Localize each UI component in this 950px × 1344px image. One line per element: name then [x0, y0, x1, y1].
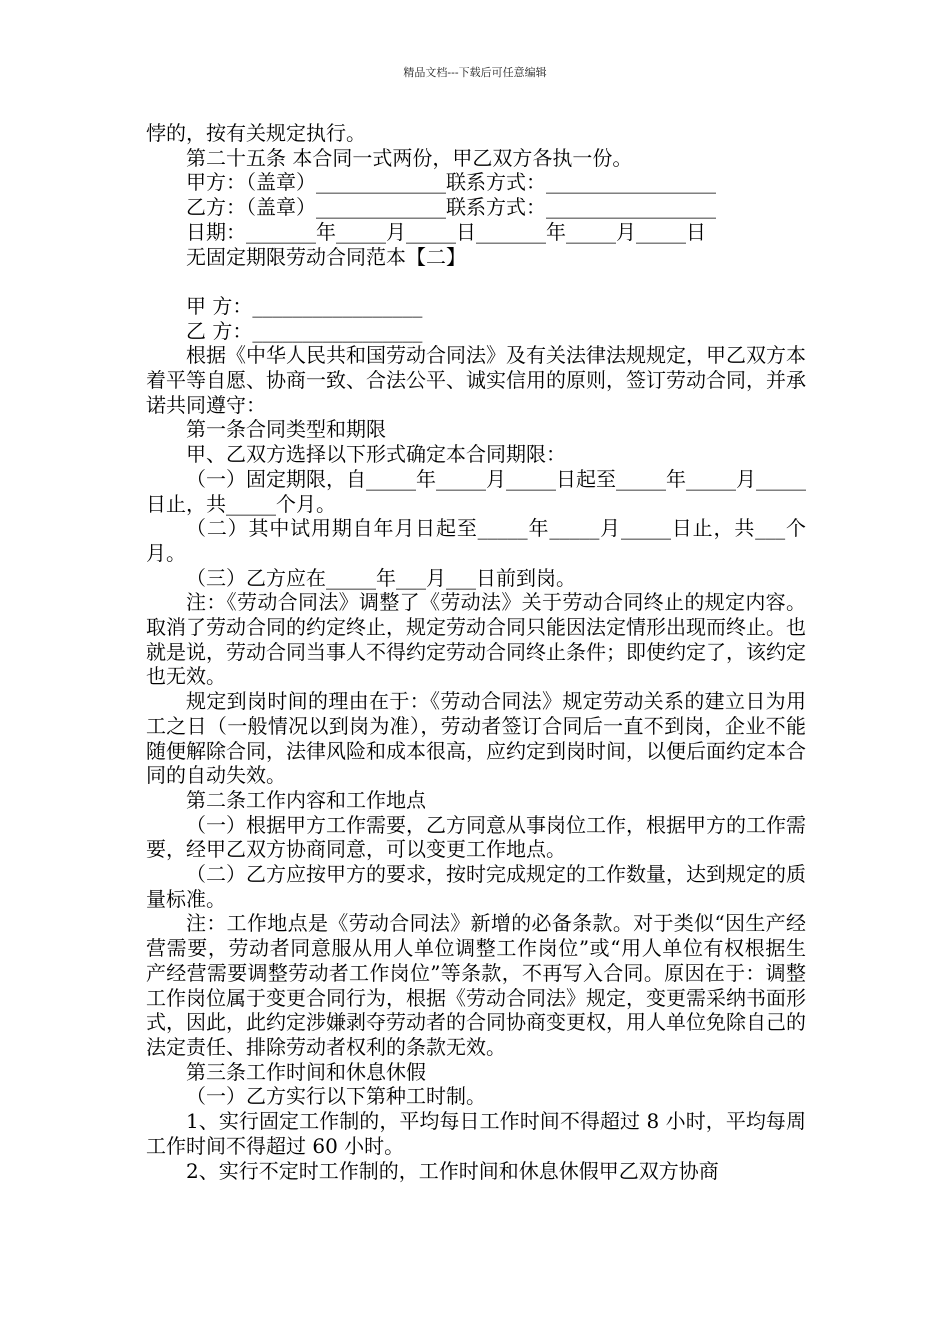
blank-line	[146, 269, 806, 294]
article-1-item-3: （三）乙方应在_____年___月___日前到岗。	[186, 565, 576, 590]
article-3-heading: 第三条工作时间和休息休假	[186, 1059, 426, 1084]
party-b-signature-line: 乙方：（盖章）_____________联系方式：_________________	[186, 195, 716, 220]
article-2-item-1: （一）根据甲方工作需要，乙方同意从事岗位工作，根据甲方的工作需要，经甲乙双方协商同意，可以变更工作地点。	[146, 812, 806, 862]
party-a-line: 甲 方：_________________	[186, 293, 423, 318]
article-2-note: 注：工作地点是《劳动合同法》新增的必备条款。对于类似“因生产经营需要，劳动者同意服从用人单位调整工作岗位”或“用人单位有权根据生产经营需要调整劳动者工作岗位”等条款，不再写入合同。原因在于：调整工作岗位属于变更合同行为，根据《劳动合同法》规定，变更需采纳书面形式，因此，此约定涉嫌剥夺劳动者的合同协商变更权，用人单位免除自己的法定责任、排除劳动者权利的条款无效。	[146, 911, 806, 1059]
document-body	[146, 121, 806, 1183]
page-header: 精品文档---下载后可任意编辑	[403, 66, 547, 79]
article-3-sub-1: 1、实行固定工作制的，平均每日工作时间不得超过 8 小时，平均每周工作时间不得超过 60 小时。	[146, 1109, 806, 1158]
article-1-intro: 甲、乙双方选择以下形式确定本合同期限：	[186, 442, 566, 467]
article-1-heading: 第一条合同类型和期限	[186, 417, 386, 442]
article-3-item-1: （一）乙方实行以下第种工时制。	[186, 1084, 486, 1109]
date-line: 日期：_______年_____月_____日_______年_____月_____日	[186, 219, 706, 244]
article-1-note: 注：《劳动合同法》调整了《劳动法》关于劳动合同终止的规定内容。取消了劳动合同的约定终止，规定劳动合同只能因法定情形出现而终止。也就是说，劳动合同当事人不得约定劳动合同终止条件；即使约定了，该约定也无效。	[146, 590, 806, 689]
party-a-signature-line: 甲方：（盖章）_____________联系方式：_________________	[186, 170, 716, 195]
article-3-sub-2: 2、实行不定时工作制的，工作时间和休息休假甲乙双方协商	[186, 1158, 719, 1183]
article-1-reason: 规定到岗时间的理由在于：《劳动合同法》规定劳动关系的建立日为用工之日（一般情况以到岗为准），劳动者签订合同后一直不到岗，企业不能随便解除合同，法律风险和成本很高，应约定到岗时间，以便后面约定本合同的自动失效。	[146, 689, 806, 788]
preamble: 根据《中华人民共和国劳动合同法》及有关法律法规规定，甲乙双方本着平等自愿、协商一致、合法公平、诚实信用的原则，签订劳动合同，并承诺共同遵守：	[146, 343, 806, 417]
section-title: 无固定期限劳动合同范本【二】	[186, 244, 466, 269]
paragraph-continuation: 悖的，按有关规定执行。	[146, 121, 366, 145]
article-2-item-2: （二）乙方应按甲方的要求，按时完成规定的工作数量，达到规定的质量标准。	[146, 862, 806, 911]
article-1-item-1: （一）固定期限，自_____年_____月_____日起至_____年_____月_____日止，共_____个月。	[146, 466, 806, 516]
party-b-line: 乙 方：_________________	[186, 318, 423, 343]
article-2-heading: 第二条工作内容和工作地点	[186, 787, 426, 812]
article-25: 第二十五条 本合同一式两份，甲乙双方各执一份。	[186, 145, 633, 170]
article-1-item-2: （二）其中试用期自年月日起至_____年_____月_____日止，共___个月。	[146, 516, 806, 565]
